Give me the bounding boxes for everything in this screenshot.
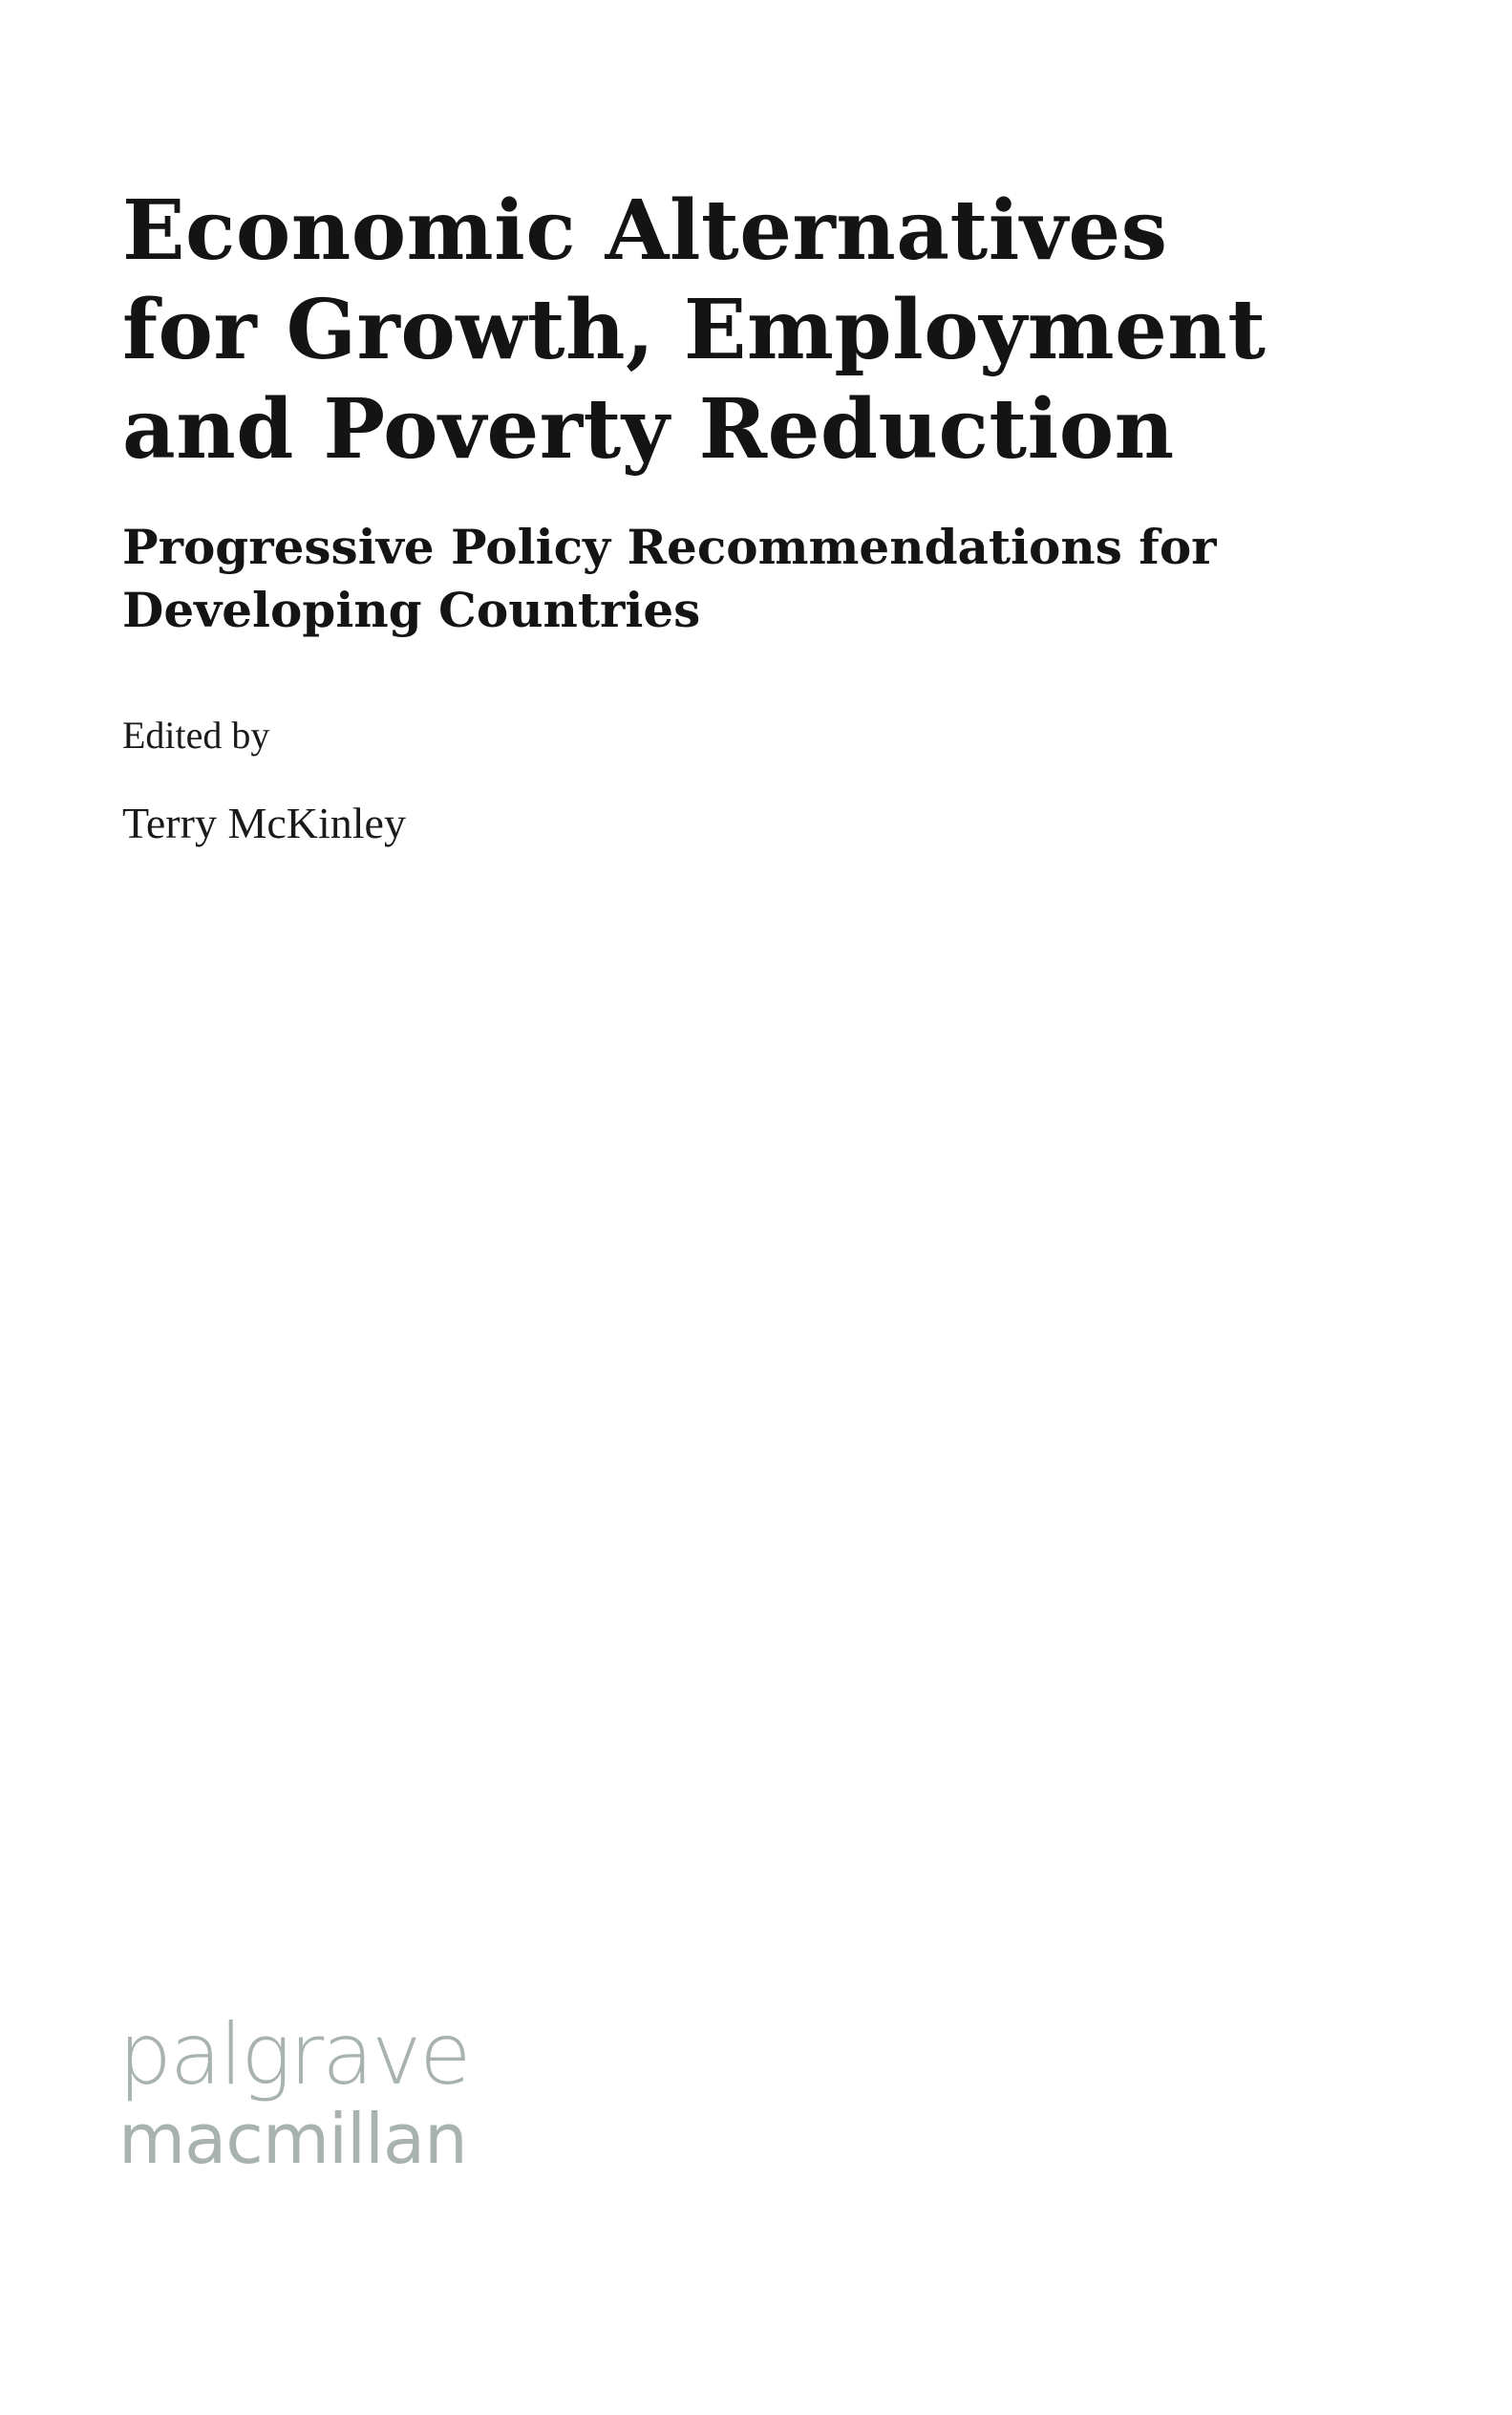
publisher-logo-line1: palgrave xyxy=(118,2005,470,2104)
editor-name: Terry McKinley xyxy=(122,799,406,847)
book-subtitle-line: Progressive Policy Recommendations for xyxy=(122,519,1217,575)
book-title-line: for Growth, Employment xyxy=(122,282,1267,378)
book-title xyxy=(122,182,1364,480)
book-title-line: and Poverty Reduction xyxy=(122,381,1175,478)
book-subtitle-line: Developing Countries xyxy=(122,582,701,638)
publisher-logo xyxy=(118,2005,470,2179)
edited-by-label: Edited by xyxy=(122,714,270,757)
book-title-line: Economic Alternatives xyxy=(122,182,1168,279)
publisher-logo-line2: macmillan xyxy=(118,2099,467,2179)
book-subtitle xyxy=(122,516,1364,642)
